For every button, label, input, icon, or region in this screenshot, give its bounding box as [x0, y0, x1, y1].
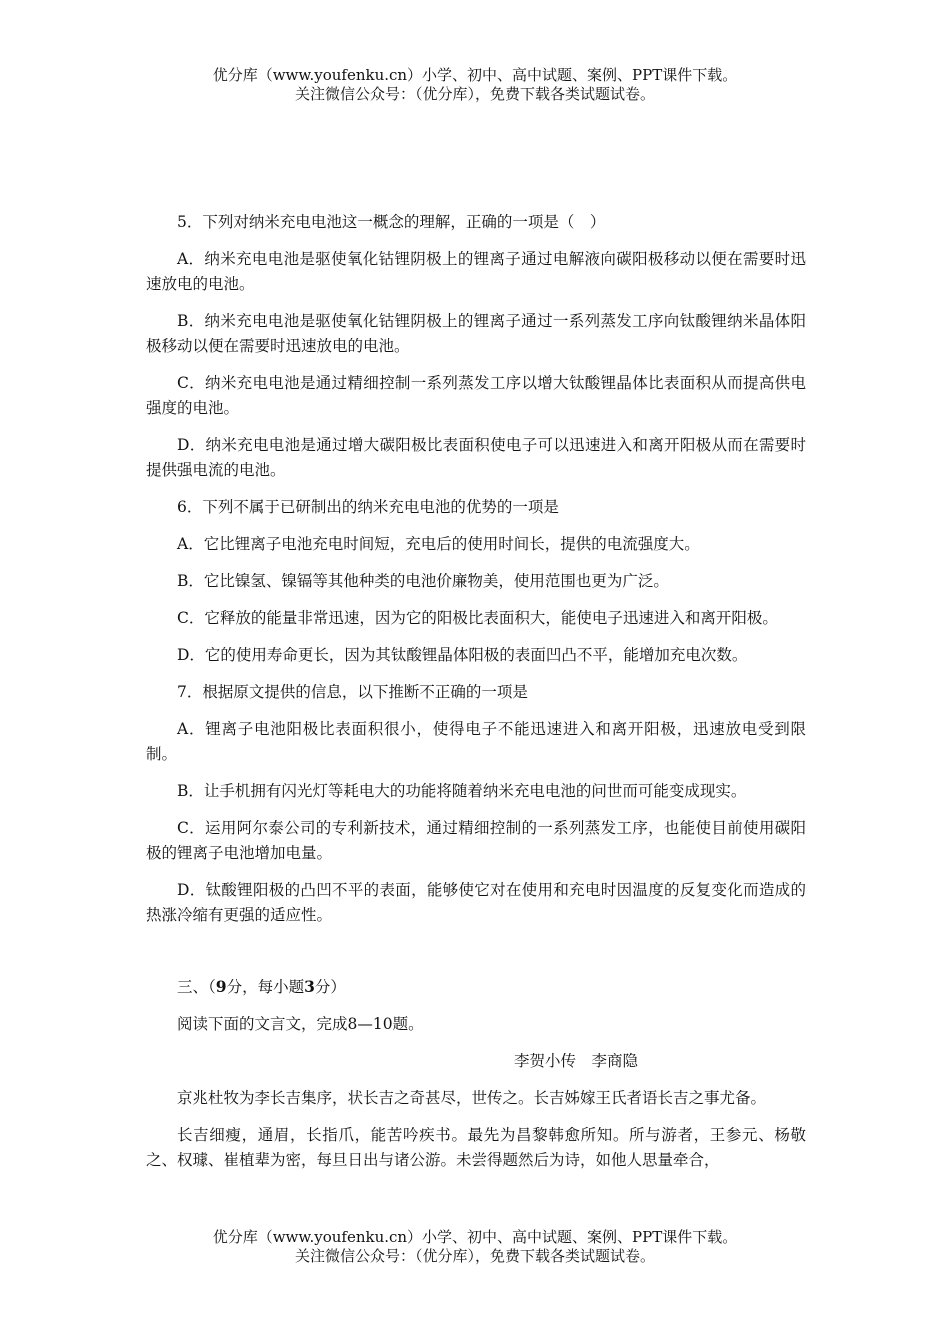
page-header [0, 66, 950, 104]
section-3-instruction: 阅读下面的文言文，完成8—10题。 [177, 1015, 424, 1033]
question-6-option-a: A．它比锂离子电池充电时间短，充电后的使用时间长，提供的电流强度大。 [177, 535, 700, 553]
passage-paragraph-2: 长吉细瘦，通眉，长指爪，能苦吟疾书。最先为昌黎韩愈所知。所与游者，王参元、杨敬之、权璩、崔植辈为密，每旦日出与诸公游。未尝得题然后为诗，如他人思量牵合， [146, 1126, 806, 1169]
question-6-option-d: D．它的使用寿命更长，因为其钛酸锂晶体阳极的表面凹凸不平，能增加充电次数。 [177, 646, 748, 664]
question-7-option-a: A．锂离子电池阳极比表面积很小，使得电子不能迅速进入和离开阳极，迅速放电受到限制。 [146, 720, 806, 763]
question-6-stem: 6．下列不属于已研制出的纳米充电电池的优势的一项是 [177, 498, 559, 516]
passage-paragraph-1: 京兆杜牧为李长吉集序，状长吉之奇甚尽，世传之。长吉姊嫁王氏者语长吉之事尤备。 [177, 1089, 767, 1107]
document-body [146, 210, 806, 1185]
question-5-stem: 5．下列对纳米充电电池这一概念的理解，正确的一项是（ ） [177, 213, 606, 231]
question-5-option-a: A．纳米充电电池是驱使氧化钴锂阴极上的锂离子通过电解液向碳阳极移动以便在需要时迅速放电的电池。 [146, 250, 806, 293]
question-5-option-b: B．纳米充电电池是驱使氧化钴锂阴极上的锂离子通过一系列蒸发工序向钛酸锂纳米晶体阳极移动以便在需要时迅速放电的电池。 [146, 312, 806, 355]
question-6-option-c: C．它释放的能量非常迅速，因为它的阳极比表面积大，能使电子迅速进入和离开阳极。 [177, 609, 778, 627]
header-line-2: 关注微信公众号：（优分库），免费下载各类试题试卷。 [294, 85, 655, 103]
question-7-option-d: D．钛酸锂阳极的凸凹不平的表面，能够使它对在使用和充电时因温度的反复变化而造成的热涨冷缩有更强的适应性。 [146, 881, 806, 924]
section-3-heading: 三、（9分，每小题3分） [177, 977, 346, 996]
question-7-option-c: C．运用阿尔泰公司的专利新技术，通过精细控制的一系列蒸发工序，也能使目前使用碳阳极的锂离子电池增加电量。 [146, 819, 806, 862]
question-5-option-d: D．纳米充电电池是通过增大碳阳极比表面积使电子可以迅速进入和离开阳极从而在需要时提供强电流的电池。 [146, 436, 806, 479]
question-7-stem: 7．根据原文提供的信息，以下推断不正确的一项是 [177, 683, 528, 701]
footer-line-1: 优分库（www.youfenku.cn）小学、初中、高中试题、案例、PPT课件下载。 [212, 1228, 738, 1246]
question-7-option-b: B．让手机拥有闪光灯等耗电大的功能将随着纳米充电电池的问世而可能变成现实。 [177, 782, 747, 800]
page-footer [0, 1228, 950, 1266]
question-5-option-c: C．纳米充电电池是通过精细控制一系列蒸发工序以增大钛酸锂晶体比表面积从而提高供电强度的电池。 [146, 374, 806, 417]
passage-title: 李贺小传 李商隐 [513, 1052, 638, 1070]
footer-line-2: 关注微信公众号：（优分库），免费下载各类试题试卷。 [294, 1247, 655, 1265]
question-6-option-b: B．它比镍氢、镍镉等其他种类的电池价廉物美，使用范围也更为广泛。 [177, 572, 669, 590]
header-line-1: 优分库（www.youfenku.cn）小学、初中、高中试题、案例、PPT课件下载。 [212, 66, 738, 84]
